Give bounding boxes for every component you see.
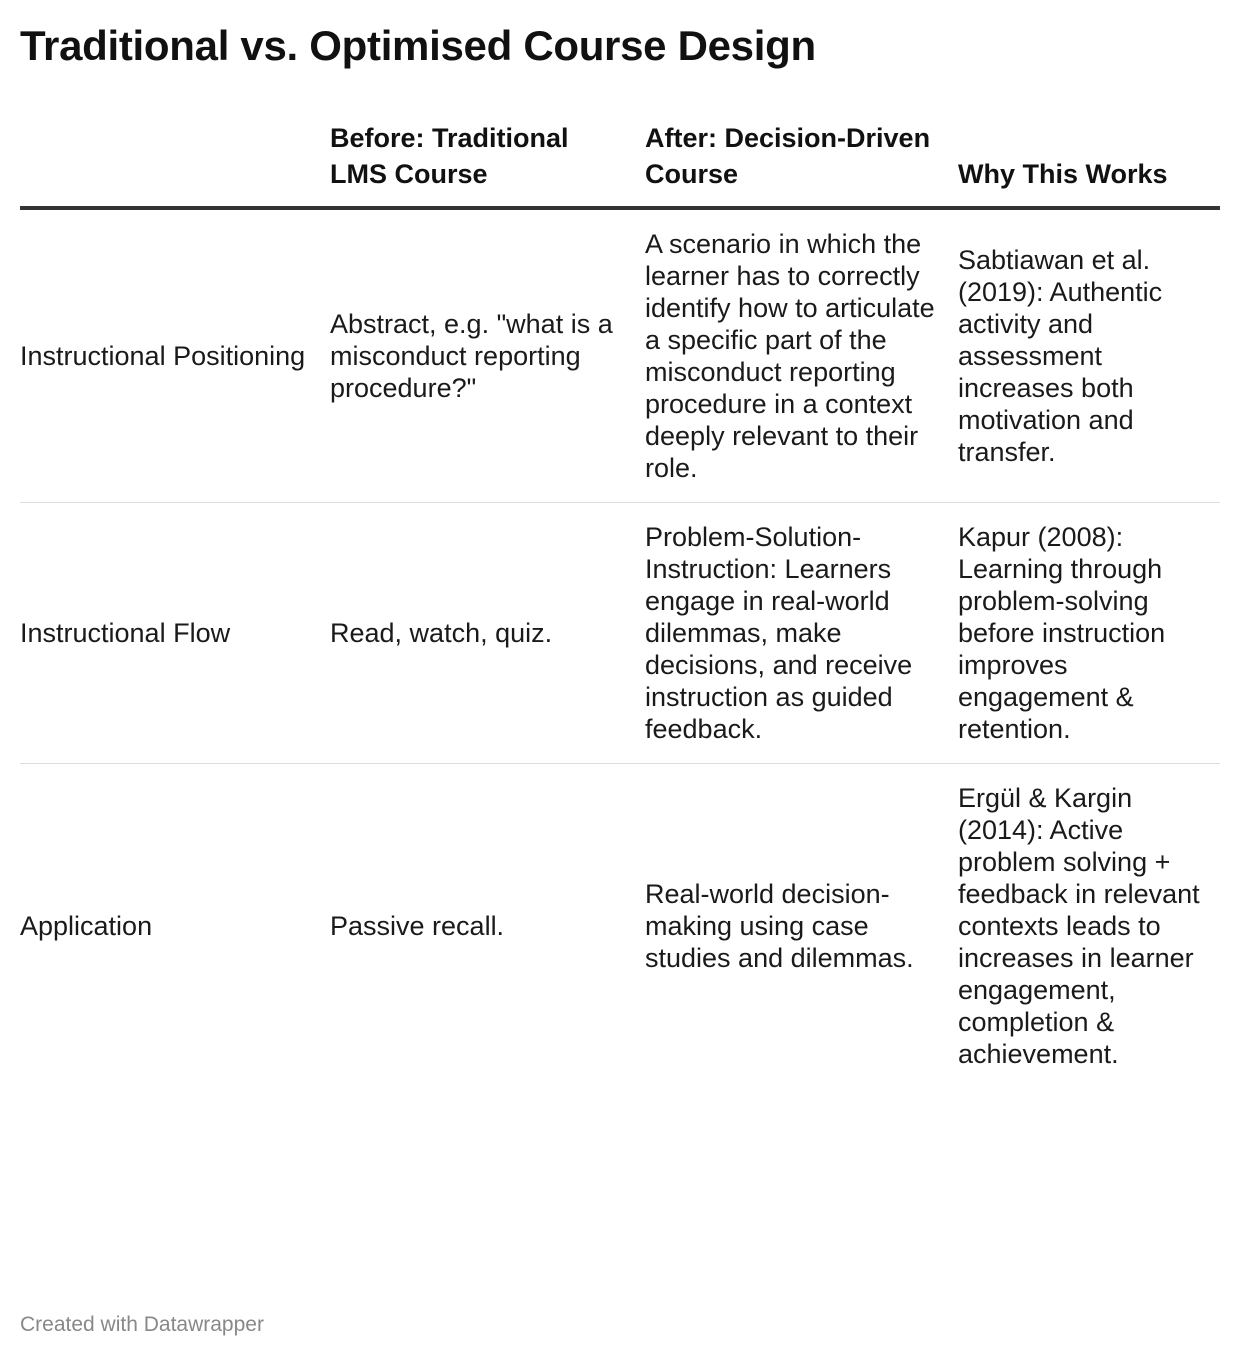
column-header-after: After: Decision-Driven Course <box>645 120 958 208</box>
row-label: Instructional Positioning <box>20 208 330 503</box>
cell-before: Read, watch, quiz. <box>330 503 645 764</box>
column-header-before: Before: Traditional LMS Course <box>330 120 645 208</box>
row-label: Application <box>20 911 153 941</box>
table-header-row <box>20 120 1220 208</box>
cell-before: Abstract, e.g. "what is a misconduct reporting procedure?" <box>330 208 645 503</box>
table-row <box>20 503 1220 764</box>
cell-before: Passive recall. <box>330 911 505 941</box>
column-header-label <box>20 120 330 208</box>
row-label: Instructional Flow <box>20 503 330 764</box>
column-header-why: Why This Works <box>958 120 1220 208</box>
cell-after: Problem-Solution-Instruction: Learners engage in real-world dilemmas, make decisions, and receive instruction as guided feedback. <box>645 503 958 764</box>
footer-credit[interactable]: Created with Datawrapper <box>20 1313 264 1336</box>
cell-after: A scenario in which the learner has to correctly identify how to articulate a specific part of the misconduct reporting procedure in a context deeply relevant to their role. <box>645 208 958 503</box>
comparison-table <box>20 120 1220 1088</box>
cell-why: Ergül & Kargin (2014): Active problem solving + feedback in relevant contexts leads to increases in learner engagement, completion & achievement. <box>958 783 1200 1069</box>
table-row <box>20 208 1220 503</box>
cell-why: Sabtiawan et al. (2019): Authentic activity and assessment increases both motivation and transfer. <box>958 208 1220 503</box>
cell-after: Real-world decision-making using case studies and dilemmas. <box>645 879 914 973</box>
cell-why: Kapur (2008): Learning through problem-solving before instruction improves engagement & retention. <box>958 503 1220 764</box>
table-row <box>20 764 1220 1089</box>
chart-title: Traditional vs. Optimised Course Design <box>20 22 816 69</box>
